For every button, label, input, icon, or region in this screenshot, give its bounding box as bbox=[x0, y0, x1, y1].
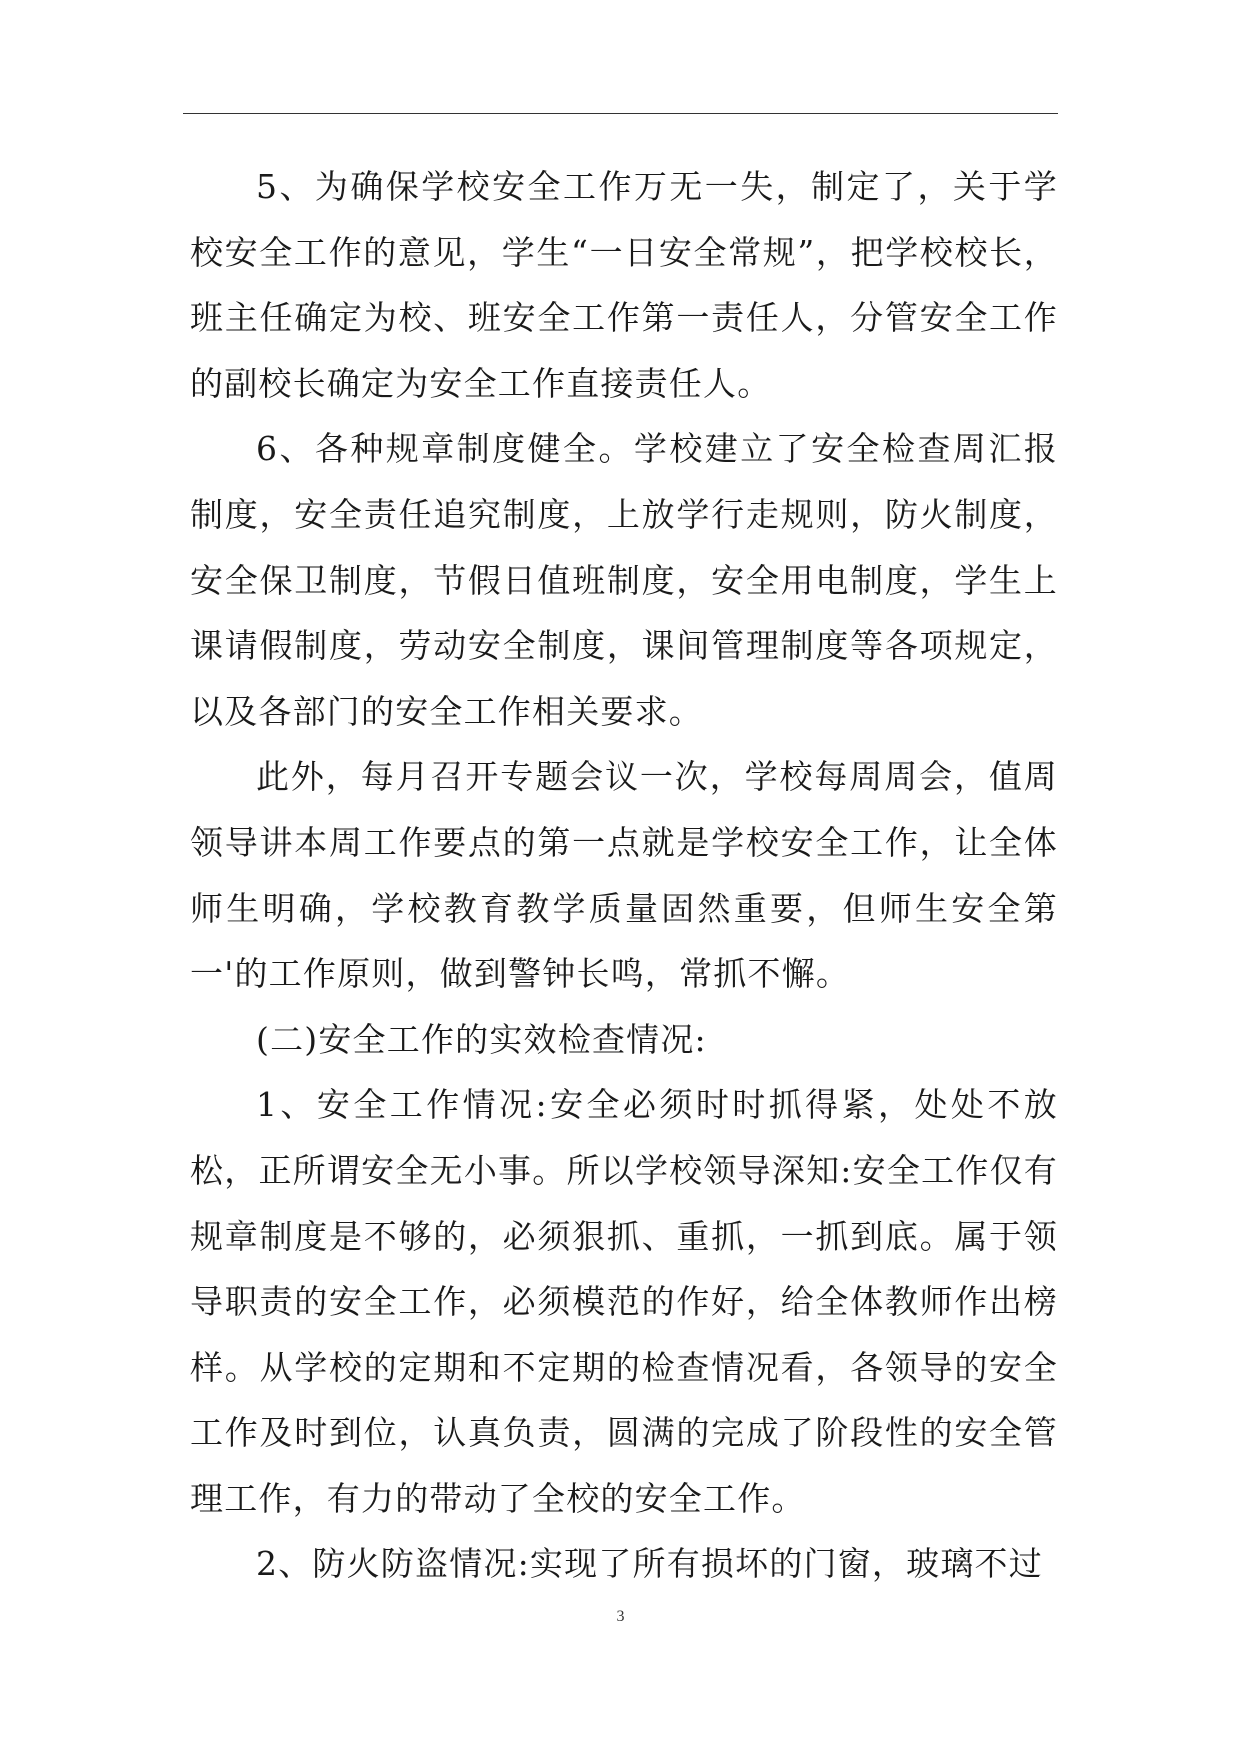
paragraph-item-1: 1、安全工作情况:安全必须时时抓得紧，处处不放松，正所谓安全无小事。所以学校领导深知:安全工作仅有规章制度是不够的，必须狠抓、重抓，一抓到底。属于领导职责的安全工作，必须模范的作好，给全体教师作出榜样。从学校的定期和不定期的检查情况看，各领导的安全工作及时到位，认真负责，圆满的完成了阶段性的安全管理工作，有力的带动了全校的安全工作。 bbox=[190, 1085, 1058, 1518]
paragraph-item-2: 2、防火防盗情况:实现了所有损坏的门窗，玻璃不过 bbox=[256, 1544, 1043, 1584]
page-number: 3 bbox=[616, 1608, 625, 1625]
paragraph-meetings: 此外，每月召开专题会议一次，学校每周周会，值周领导讲本周工作要点的第一点就是学校安全工作，让全体师生明确，学校教育教学质量固然重要，但师生安全第一'的工作原则，做到警钟长鸣，常抓不懈。 bbox=[190, 757, 1058, 994]
paragraph-item-5: 5、为确保学校安全工作万无一失，制定了，关于学校安全工作的意见，学生“一日安全常规”，把学校校长，班主任确定为校、班安全工作第一责任人，分管安全工作的副校长确定为安全工作直接责任人。 bbox=[190, 167, 1058, 403]
paragraph-item-6: 6、各种规章制度健全。学校建立了安全检查周汇报制度，安全责任追究制度，上放学行走规则，防火制度，安全保卫制度，节假日值班制度，安全用电制度，学生上课请假制度，劳动安全制度，课间管理制度等各项规定，以及各部门的安全工作相关要求。 bbox=[190, 429, 1058, 731]
section-heading-inspection: (二)安全工作的实效检查情况: bbox=[256, 1019, 707, 1059]
document-body bbox=[190, 154, 1058, 1597]
header-rule bbox=[183, 113, 1058, 114]
